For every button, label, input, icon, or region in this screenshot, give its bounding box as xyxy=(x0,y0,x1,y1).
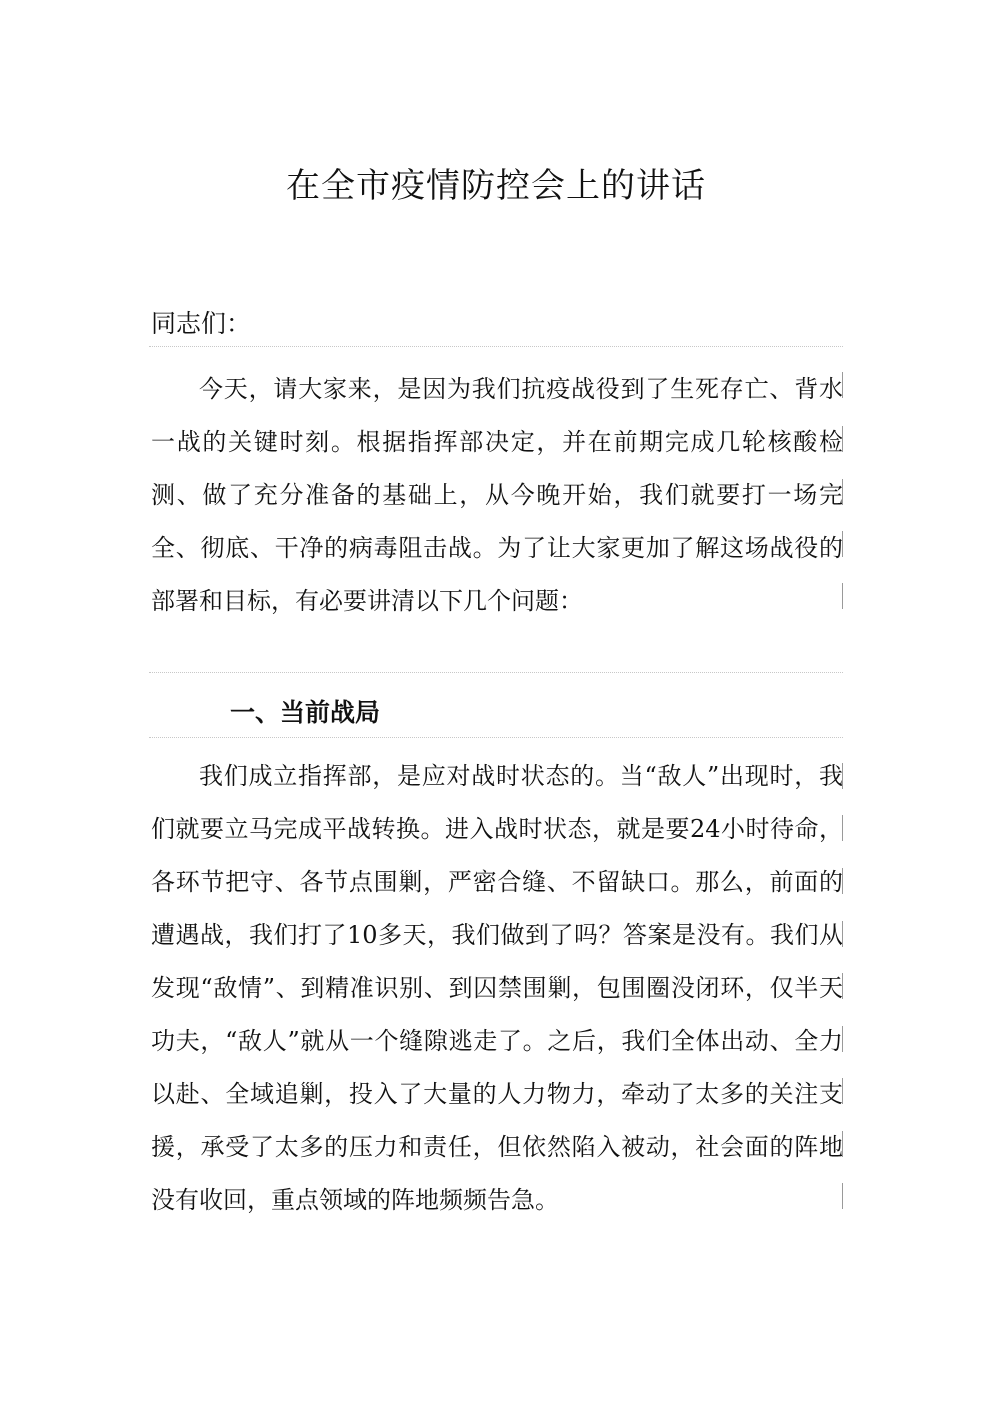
margin-mark xyxy=(842,426,843,452)
margin-mark xyxy=(842,583,843,609)
margin-mark xyxy=(842,479,843,505)
margin-mark xyxy=(842,1183,843,1209)
margin-mark xyxy=(842,815,843,841)
paragraph-current-situation: 我们成立指挥部，是应对战时状态的。当“敌人”出现时，我们就要立马完成平战转换。进入战时状态，就是要24小时待命，各环节把守、各节点围剿，严密合缝、不留缺口。那么，前面的遭遇战，我们打了10多天，我们做到了吗？答案是没有。我们从发现“敌情”、到精准识别、到囚禁围剿，包围圈没闭环，仅半天功夫，“敌人”就从一个缝隙逃走了。之后，我们全体出动、全力以赴、全域追剿，投入了大量的人力物力，牵动了太多的关注支援，承受了太多的压力和责任，但依然陷入被动，社会面的阵地没有收回，重点领域的阵地频频告急。 xyxy=(151,762,843,1214)
paragraph-intro: 今天，请大家来，是因为我们抗疫战役到了生死存亡、背水一战的关键时刻。根据指挥部决定，并在前期完成几轮核酸检测、做了充分准备的基础上，从今晚开始，我们就要打一场完全、彻底、干净的病毒阻击战。为了让大家更加了解这场战役的部署和目标，有必要讲清以下几个问题： xyxy=(151,375,843,615)
document-title: 在全市疫情防控会上的讲话 xyxy=(286,166,706,206)
margin-mark xyxy=(842,763,843,789)
separator-line xyxy=(149,737,843,738)
margin-mark xyxy=(842,973,843,999)
separator-line xyxy=(149,346,843,347)
margin-mark xyxy=(842,868,843,894)
margin-mark xyxy=(842,1131,843,1157)
margin-mark xyxy=(842,531,843,557)
margin-mark xyxy=(842,1026,843,1052)
section-heading: 一、当前战局 xyxy=(230,698,381,727)
separator-line xyxy=(149,672,843,673)
margin-mark xyxy=(842,372,843,398)
margin-mark xyxy=(842,921,843,947)
margin-mark xyxy=(842,1078,843,1104)
salutation: 同志们： xyxy=(151,309,252,338)
